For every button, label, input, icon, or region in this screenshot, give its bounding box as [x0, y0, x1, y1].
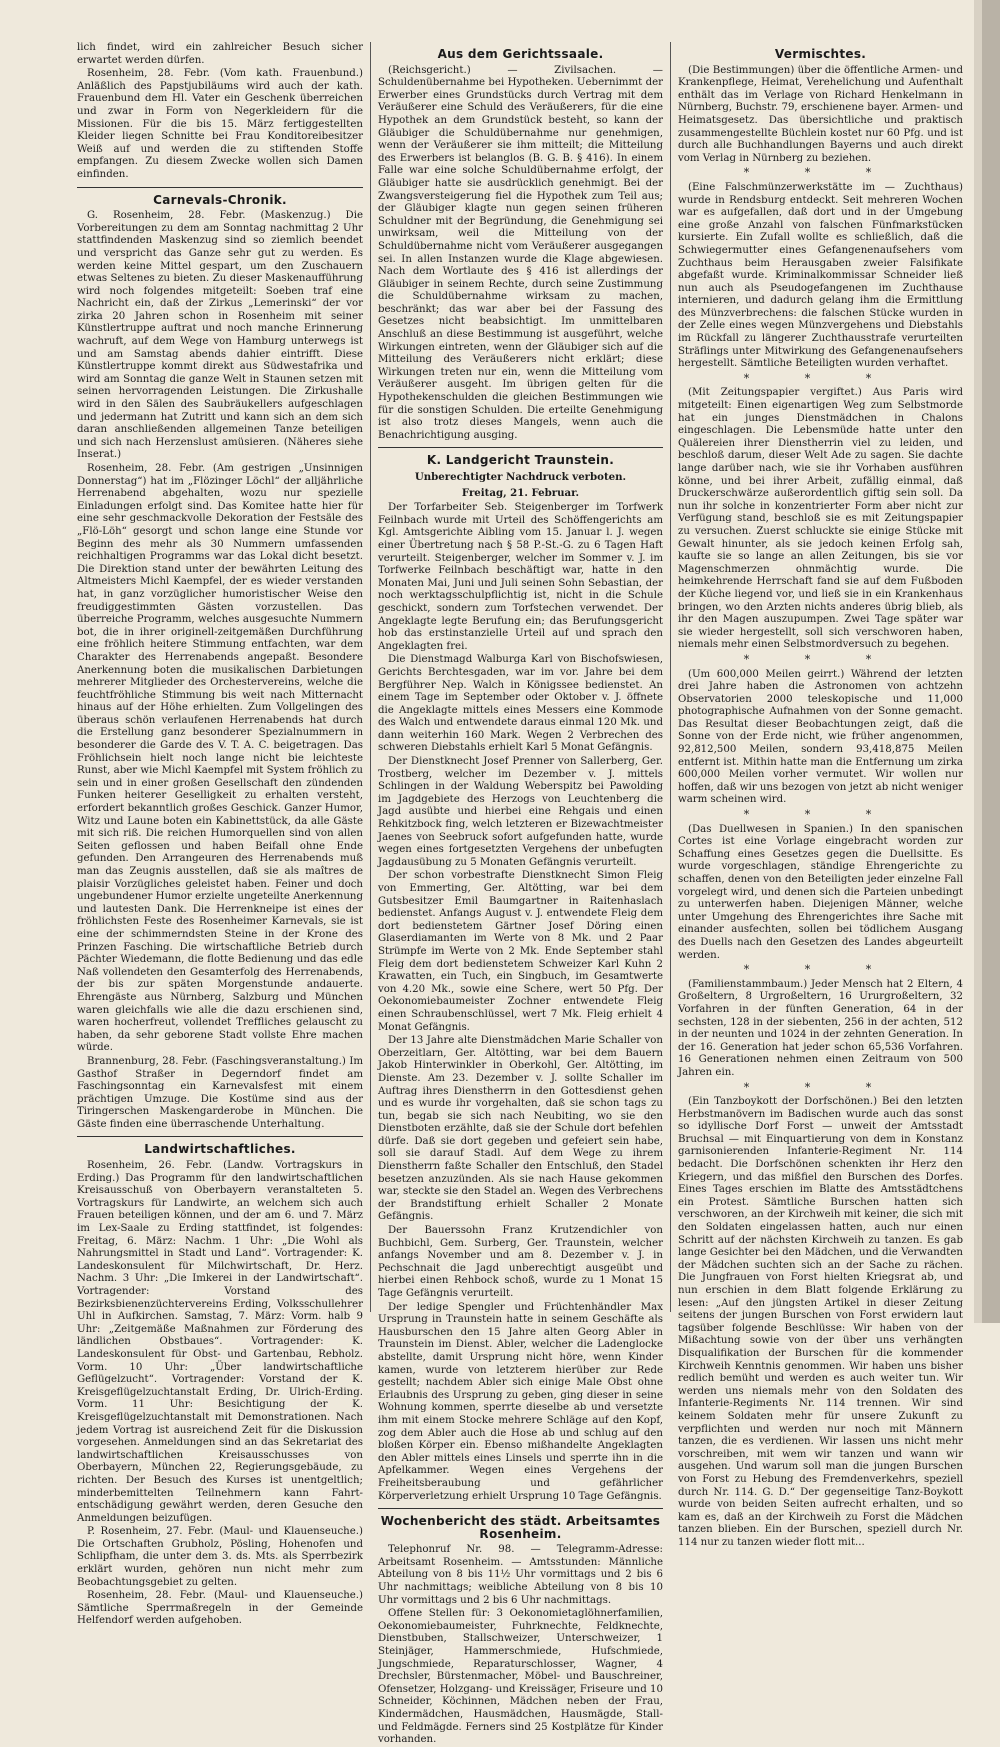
case-ursprung: Der ledige Spengler und Früchtenhändler Max Ursprung in Traunstein hatte in seinem Geschäfte als Hausburschen den 15 Jahre alten Georg Abler in Traunstein im Dienst. Abler, welcher die Ladenglocke abstellte, damit Ursprung nicht höre, wenn Kinder kamen, wurde von letzterem hierüber zur Rede gestellt; nachdem Abler sich einige Male Obst ohne Erlaubnis des Ursprung zu geben, ging dieser in seine Wohnung kommen, sperrte dieselbe ab und versetzte ihm mit einem Stocke mehrere Schläge auf den Kopf, zog dem Abler auch die Hose ab und schlug auf den bloßen Körper ein. Ebenso mißhandelte Angeklagten den Abler mittels eines Linsels und sperrte ihn in die Apfelkammer. Wegen eines Vergehens der Freiheitsberaubung und gefährlicher Körperverletzung erhielt Ursprung 10 Tage Gefängnis.	[378, 1301, 663, 1502]
session-date: Freitag, 21. Februar.	[461, 486, 580, 499]
intro-paragraph: lich findet, wird ein zahlreicher Besuch sicher erwartet werden dürfen.	[77, 42, 363, 66]
section-heading-landgericht: K. Landgericht Traunstein.	[426, 453, 615, 468]
case-prenner: Der Dienstknecht Josef Prenner von Sallerberg, Ger. Trostberg, welcher im Dezember v. J. mittels Schlingen in der Waldung Weberspitz bei Pawolding im Jagdgebiete des Herzogs von Leuchtenberg die Jagd ausübte und hierbei eine Rehgais und einen Rehkitzbock fing, welch letzteren er Bizewachtmeister Jaenes von Seebruck sofort aufgefunden hatte, wurde wegen eines fortgesetzten Vergehens der unbefugten Jagdausübung zu 5 Monaten Gefängnis verurteilt.	[378, 756, 663, 868]
article-maskenzug: G. Rosenheim, 28. Febr. (Maskenzug.) Die Vorbereitungen zu dem am Sonntag nachmittag 2 Uhr stattfindenden Maskenzug sind so ziemlich beendet und verspricht das Ganze sehr gut zu werden. Es werden keine Mittel gespart, um den Zuschauern etwas Seltenes zu bieten. Zu dieser Maskenaufführung wird noch folgendes mitgeteilt: Soeben traf eine Nachricht ein, daß der Zirkus „Lemerinski“ der vor zirka 20 Jahren schon in Rosenheim mit seiner Künstlertruppe auftrat und noch manche Erinnerung wachruft, auf dem Wege von Hamburg unterwegs ist und am Samstag abends dahier eintrifft. Diese Künstlertruppe kommt direkt aus Südwestafrika und wird am Sonntag die ganze Welt in Staunen setzen mit seinen hervorragenden Leistungen. Die Zirkushalle wird in den Sälen des Saubräukellers aufgeschlagen und jedermann hat Zutritt und kann sich an dem sich daran anschließenden allgemeinen Tanze beteiligen und sich nach Herzenslust amüsieren. (Näheres siehe Inserat.)	[77, 210, 363, 461]
page-edge-shadow	[974, 0, 982, 1323]
reprint-notice: Unberechtigter Nachdruck verboten.	[414, 471, 627, 483]
article-duellwesen: (Das Duellwesen in Spanien.) In den spanischen Cortes ist eine Vorlage eingebracht worden zur Schaffung eines Gesetzes gegen die Duellsitte. Es wurde vorgeschlagen, ständige Ehrengerichte zu schaffen, denen von den Beteiligten jeder einzelne Fall vorgelegt wird, und denen sich die Parteien unbedingt zu unterwerfen haben. Diejenigen Männer, welche unter Umgehung des Ehrengerichtes ihre Sache mit einander ausfechten, sollen bei tödlichem Ausgang des Duells nach den Gesetzen des Landes abgeurteilt werden.	[678, 823, 963, 961]
article-zeitungspapier: (Mit Zeitungspapier vergiftet.) Aus Paris wird mitgeteilt: Einen eigenartigen Weg zum Selbstmorde hat ein junges Dienstmädchen in Chalons eingeschlagen. Die Lebensmüde hatte unter den Quälereien ihrer Dienstherrin viel zu leiden, und beschloß darum, dieser Welt Ade zu sagen. Sie dachte lange darüber nach, wie sie ihr Vorhaben ausführen könne, und bei ihrer Arbeit, zufällig einmal, daß Druckerschwärze außerordentlich giftig sein soll. Da nun ihr solche in konzentrierter Form aber nicht zur Verfügung stand, beschloß sie es mit Zeitungspapier zu versuchen. Zuerst schluckte sie einige Stücke mit Gewalt hinunter, als sie jedoch keinen Erfolg sah, kaufte sie so lange an allen Zeitungen, bis sie vor Magenschmerzen ohnmächtig wurde. Die heimkehrende Herrschaft fand sie auf dem Fußboden der Küche liegend vor, und ließ sie in ein Krankenhaus bringen, wo den Arzten nichts anderes übrig blieb, als ihr den Magen auszupumpen. Zwei Tage später war sie wieder hergestellt, soll sich verschworen haben, niemals mehr einen Selbstmordversuch zu begehen.	[678, 387, 963, 651]
arbeitsamt-contact: Telephonruf Nr. 98. — Telegramm-Adresse: Arbeitsamt Rosenheim. — Amtsstunden: Männliche Abteilung von 8 bis 11½ Uhr vormittags und 2 bis 6 Uhr nachmittags; weibliche Abteilung von 8 bis 10 Uhr vormittags und 2 bis 6 Uhr nachmittags.	[378, 1544, 663, 1606]
case-fleig: Der schon vorbestrafte Dienstknecht Simon Fleig von Emmerting, Ger. Altötting, war bei dem Gutsbesitzer Emil Baumgartner in Raitenhaslach bedienstet. Anfangs August v. J. entwendete Fleig dem dort bedienstetem Gärtner Josef Döring einen Glaserdiamanten im Werte von 8 Mk. und 2 Paar Strümpfe im Werte von 2 Mk. Ende September stahl Fleig dem dort bedienstetem Schweizer Karl Kuhn 2 Krawatten, ein Tuch, ein Singbuch, im Gesamtwerte von 4.20 Mk., sowie eine Schere, wert 50 Pfg. Der Oekonomiebaumeister Zochner entwendete Fleig einen Schraubenschlüssel, wert 7 Mk. Fleig erhielt 4 Monat Gefängnis.	[378, 870, 663, 1033]
separator-stars: * * *	[743, 1080, 898, 1094]
separator-stars: * * *	[743, 808, 898, 822]
column-3	[670, 42, 970, 1548]
article-frauenbund: Rosenheim, 28. Febr. (Vom kath. Frauenbund.) Anläßlich des Papstjubiläums wird auch der kath. Frauenbund dem Hl. Vater ein Geschenk überreichen und zwar in Form von Negerkleidern für die Missionen. Für die bis 15. März fertiggestellten Kleider liegen Schnitte bei Frau Konditoreibesitzer Weiß auf und werden die zu stiftenden Stoffe empfangen. Zu diesem Zwecke wollen sich Damen einfinden.	[77, 68, 363, 180]
article-familienstammbaum: (Familienstammbaum.) Jeder Mensch hat 2 Eltern, 4 Großeltern, 8 Urgroßeltern, 16 Ururgroßeltern, 32 Vorfahren in der fünften Generation, 64 in der sechsten, 128 in der siebenten, 256 in der achten, 512 in der neunten und 1024 in der zehnten Generation. In der 16. Generation hat jeder schon 65,536 Vorfahren. 16 Generationen nehmen einen Zeitraum von 500 Jahren ein.	[678, 978, 963, 1078]
divider	[378, 1508, 663, 1509]
separator-stars: * * *	[743, 166, 898, 180]
case-steigenberger: Der Torfarbeiter Seb. Steigenberger im Torfwerk Feilnbach wurde mit Urteil des Schöffengerichts am Kgl. Amtsgerichte Aibling vom 15. Januar l. J. wegen einer Übertretung nach § 58 P.-St.-G. zu 6 Tagen Haft verurteilt. Steigenberger, welcher im Sommer v. J. im Torfwerke Feilnbach beschäftigt war, hatte in den Monaten Mai, Juni und Juli seinen Sohn Sebastian, der noch werktagsschulpflichtig ist, nicht in die Schule geschickt, sondern zum Torfstechen verwendet. Der Angeklagte legte Berufung ein; das Berufungsgericht hob das erstinstanzielle Urteil auf und sprach den Angeklagten frei.	[378, 502, 663, 652]
article-vortragskurs: Rosenheim, 26. Febr. (Landw. Vortragskurs in Erding.) Das Programm für den landwirtschaftlichen Kreisausschuß von Oberbayern veranstalteten 5. Vortragskurs für Landwirte, an welchem sich auch Frauen beteiligen können, und der am 6. und 7. März im Lex-Saale zu Erding stattfindet, ist folgendes: Freitag, 6. März: Nachm. 1 Uhr: „Die Wohl als Nahrungsmittel in Stadt und Land“. Vortragender: K. Landeskonsulent für Milchwirtschaft, Dr. Herz. Nachm. 3 Uhr: „Die Imkerei in der Landwirtschaft“. Vortragender: Vorstand des Bezirksbienenzüchtervereins Erding, Volksschullehrer Uhl in Aufkirchen. Samstag, 7. März: Vorm. halb 9 Uhr: „Zeitgemäße Maßnahmen zur Förderung des ländlichen Obstbaues“. Vortragender: K. Landeskonsulent für Obst- und Gartenbau, Rebholz. Vorm. 10 Uhr: „Über landwirtschaftliche Geflügelzucht“. Vortragender: Vorstand der K. Kreisgeflügelzuchtanstalt Erding, Dr. Ulrich-Erding. Vorm. 11 Uhr: Besichtigung der K. Kreisgeflügelzuchtanstalt mit Demonstrationen. Nach jedem Vortrag ist ausreichend Zeit für die Diskussion vorgesehen. Anmeldungen sind an das Sekretariat des landwirtschaftlichen Kreisausschusses von Oberbayern, München 22, Regierungsgebäude, zu richten. Der Besuch des Kurses ist unentgeltlich; minderbemittelten Teilnehmern kann Fahrt-entschädigung gewährt werden, deren Gesuche den Anmeldungen beizufügen.	[77, 1160, 363, 1524]
page-edge	[982, 0, 1000, 1323]
article-brannenburg: Brannenburg, 28. Febr. (Faschingsveranstaltung.) Im Gasthof Straßer in Degerndorf findet am Faschingsonntag ein Karnevalsfest mit einem prächtigen Umzuge. Die Kostüme sind aus der Tiringerschen Maskengarderobe in München. Die Gäste finden eine überraschende Unterhaltung.	[77, 1055, 363, 1130]
divider	[77, 187, 363, 188]
arbeitsamt-offene-stellen: Offene Stellen für: 3 Oekonomietaglöhnerfamilien, Oekonomiebaumeister, Fuhrknechte, Feldknechte, Dienstbuben, Stallschweizer, Unterschweizer, 1 Steinjäger, Hammerschmiede, Hufschmiede, Jungschmiede, Reparaturschlosser, Wagner, 4 Drechsler, Bürstenmacher, Möbel- und Bauschreiner, Ofensetzer, Holzgang- und Kreissäger, Friseure und 10 Schneider, Köchinnen, Mädchen neben der Frau, Kindermädchen, Hausmädchen, Hausmägde, Stall- und Feldmägde. Ferners sind 25 Kostplätze für Kinder vorhanden.	[378, 1608, 663, 1746]
article-bestimmungen: (Die Bestimmungen) über die öffentliche Armen- und Krankenpflege, Heimat, Verehelichung und Aufenthalt enthält das im Verlage von Richard Henkelmann in Nürnberg, Buchstr. 79, erschienene bayer. Armen- und Heimatsgesetz. Das übersichtliche und praktisch zusammengestellte Büchlein kostet nur 60 Pfg. und ist durch alle Buchhandlungen Bayerns und auch direkt vom Verlag in Nürnberg zu beziehen.	[678, 64, 963, 164]
article-floezinger: Rosenheim, 28. Febr. (Am gestrigen „Unsinnigen Donnerstag“) hat im „Flözinger Löchl“ der alljährliche Herrenabend abgehalten, wozu nur spezielle Einladungen erfolgt sind. Das Komitee hatte hier für eine sehr geschmackvolle Dekoration der Festsäle des „Flö-Löh“ gesorgt und schon lange eine Stunde vor Beginn des mehr als 30 Nummern umfassenden reichhaltigen Programms war das Lokal dicht besetzt. Die Direktion stand unter der bewährten Leitung des Altmeisters Michl Kaempfel, der es wieder verstanden hat, in ganz vorzüglicher humoristischer Weise den freudiggestimmten Gästen vorzustellen. Das überreiche Programm, welches ausgesuchte Nummern bot, die in ihrer originell-zeitgemäßen Durchführung eine fröhlich heitere Stimmung entfachten, war dem Charakter des Herrenabends angepaßt. Besondere Anerkennung boten die musikalischen Darbietungen mehrerer Mitglieder des Orchestervereins, welche die feuchtfröhliche Stimmung bis weit nach Mitternacht hinaus auf der Höhe erhielten. Zum Vollgelingen des überaus schön verlaufenen Herrenabends hat durch die Erstellung ganz besonderer Spezialnummern in besonderer die Garde des V. T. A. C. beigetragen. Das Fröhlichsein hielt noch lange nicht bie leichteste Runst, aber wie Michl Kaempfel mit System fröhlich zu sein und in einer großen Gesellschaft den zündenden Funken heiterer Geselligkeit zu erhalten versteht, erfordert bekanntlich großes Geschick. Ganzer Humor, Witz und Laune boten ein Kabinettstück, da alle Gäste mit sich riß. Die reichen Humorquellen sind von allen Seiten geflossen und haben Beifall ohne Ende gefunden. Den Arrangeuren des Herrenabends muß man das Zeugnis ausstellen, daß sie als maîtres de plaisir Vorzügliches geleistet haben. Feiner und doch ungebundener Humor erzielte ungeteilte Anerkennung und lautesten Dank. Die Herrenkneipe ist eines der fröhlichsten Feste des Rosenheimer Karnevals, sie ist eine der schimmerndsten Steine in der Krone des Prinzen Fasching. Die wirtschaftliche Betrieb durch Pächter Wiedemann, die flotte Bedienung und das edle Naß vollendeten den Gesamterfolg des Herrenabends, der bis zur späten Morgenstunde andauerte. Ehrengäste aus Nürnberg, Salzburg und München waren gleichfalls wie alle die dazu erschienen sind, waren hocherfreut, vollendet Treffliches gelauscht zu haben, da sehr geborene Stadt vollste Ehre machen würde.	[77, 463, 363, 1054]
column-2	[370, 42, 670, 1746]
divider	[77, 1136, 363, 1137]
article-tanzboykott: (Ein Tanzboykott der Dorfschönen.) Bei den letzten Herbstmanövern im Badischen wurde auch das sonst so idyllische Dorf Forst — unweit der Amtsstadt Bruchsal — mit Einquartierung von dem in Konstanz garnisonierenden Infanterie-Regiment Nr. 114 bedacht. Die Dorfschönen schenkten ihr Herz den Kriegern, und das mißfiel den Burschen des Dorfes. Eines Tages erschien im Blatte des Amtsstädtchens ein Protest. Sämtliche Burschen hatten sich verschworen, an der Kirchweih mit keiner, die sich mit den Soldaten eingelassen hatten, auch nur einen Schritt auf der nächsten Kirchweih zu tanzen. Es gab lange Gesichter bei den Mädchen, und die Verwandten der Mädchen suchten sich an der Sache zu rächen. Die Jungfrauen von Forst hielten Kriegsrat ab, und nun erschien in dem Blatt folgende Erklärung zu lesen: „Auf den jüngsten Artikel in dieser Zeitung seitens der jungen Burschen von Forst erwidern laut tagsüber folgende Beschlüsse: Wir haben von der Mißachtung sowie von der über uns verhängten Disqualifikation der Burschen für die kommender Kirchweih Kenntnis genommen. Wir haben uns bisher redlich bemüht und werden es auch weiter tun. Wir werden uns niemals mehr von den Soldaten des Infanterie-Regiments Nr. 114 trennen. Wir sind keinem Soldaten mehr für unsere Zukunft zu verpflichten und werden nur noch mit Männern tanzen, die es verdienen. Wir lassen uns nicht mehr vorschreiben, mit wem wir tanzen und wann wir ausgehen. Und warum soll man die jungen Burschen von Forst zu Hebung des Fremdenverkehrs, speziell durch Nr. 114. G. D.“ Der gegenseitige Tanz-Boykott wurde von beiden Seiten aufrecht erhalten, und so kam es, daß an der Kirchweih zu Forst die Mädchen tanzen blieben. Ein der Burschen, speziell durch Nr. 114 nur zu tanzen wieder flott mit...	[678, 1096, 963, 1548]
case-karl: Die Dienstmagd Walburga Karl von Bischofswiesen, Gerichts Berchtesgaden, war im vor. Jahre bei dem Bergführer Nep. Walch in Königssee bedienstet. An einem Tage im September oder Oktober v. J. öffnete die Angeklagte mittels eines Messers eine Kommode des Walch und entwendete daraus einmal 120 Mk. und dann weiterhin 160 Mark. Wegen 2 Verbrechen des schweren Diebstahls erhielt Karl 5 Monat Gefängnis.	[378, 654, 663, 754]
section-heading-gericht: Aus dem Gerichtssaale.	[437, 47, 604, 61]
case-krutzendichler: Der Bauerssohn Franz Krutzendichler von Buchbichl, Gem. Surberg, Ger. Traunstein, welcher anfangs November und am 8. Dezember v. J. in Pechschnait die Jagd unberechtigt ausgeübt und hierbei einen Rehbock schoß, wurde zu 1 Monat 15 Tage Gefängnis verurteilt.	[378, 1225, 663, 1299]
article-reichsgericht: (Reichsgericht.) — Zivilsachen. — Schuldenübernahme bei Hypotheken. Uebernimmt der Erwerber eines Grundstücks durch Vertrag mit dem Veräußerer eine Schuld des Veräußerers, für die eine Hypothek an dem Grundstück besteht, so kann der Gläubiger die Schuldübernahme nur genehmigen, wenn der Veräußerer sie ihm mitteilt; die Mitteilung des Erwerbers ist belanglos (B. G. B. § 416). In einem Falle war eine solche Schuldübernahme erfolgt, der Gläubiger hatte sie ausdrücklich genehmigt. Bei der Zwangsversteigerung fiel die Hypothek zum Teil aus; der Gläubiger klagte nun gegen seinen früheren Schuldner mit der Begründung, die Genehmigung sei unwirksam, weil die Mitteilung von der Schuldübernahme nicht vom Veräußerer ausgegangen sei. In allen Instanzen wurde die Klage abgewiesen. Nach dem Wortlaute des § 416 ist allerdings der Gläubiger in seinem Rechte, durch seine Zustimmung die Schuldübernahme wirksam zu machen, beschränkt; das war aber bei der Fassung des Gesetzes nicht beabsichtigt. Im unmittelbaren Anschluß an diese Bestimmung ist ausgeführt, welche Wirkungen eintreten, wenn der Gläubiger sich auf die Mitteilung des Veräußerers nicht erklärt; diese Wirkungen treten nur ein, wenn die Mitteilung vom Veräußerer ausgeht. Im übrigen gelten für die Hypothekenschulden die gleichen Bestimmungen wie für die sonstigen Schulden. Die erteilte Genehmigung ist also trotz dieses Mangels, wenn auch die Benachrichtigung ausging.	[378, 64, 663, 441]
article-falschmuenzer: (Eine Falschmünzerwerkstätte im — Zuchthaus) wurde in Rendsburg entdeckt. Seit mehreren Wochen war es aufgefallen, daß dort und in der Umgebung eine große Anzahl von falschen Fünfmarkstücken kursierte. Ein Zufall wollte es schließlich, daß die Schwiegermutter eines Gefangenenaufsehers vom Zuchthaus beim Herausgaben zweier Falsifikate abgefaßt wurde. Kriminalkommissar Schneider ließ nun auch als Pseudogefangenen im Zuchthause internieren, und dadurch gelang ihm die Ermittlung des Münzverbrechens: die falschen Stücke wurden in der Zelle eines wegen Münzvergehens und Diebstahls im Rückfall zu längerer Zuchthausstrafe verurteilten Sträflings unter Mitwirkung des Gefangenenaufsehers hergestellt. Sämtliche Beteiligten wurden verhaftet.	[678, 181, 963, 370]
separator-stars: * * *	[743, 652, 898, 666]
separator-stars: * * *	[743, 963, 898, 977]
section-heading-vermischtes: Vermischtes.	[774, 47, 867, 61]
section-heading-landwirtschaft: Landwirtschaftliches.	[144, 1142, 296, 1157]
case-schaller: Der 13 Jahre alte Dienstmädchen Marie Schaller von Oberzeitlarn, Ger. Altötting, war bei dem Bauern Jakob Hinterwinkler in Oberkohl, Ger. Altötting, im Dienste. Am 23. Dezember v. J. sollte Schaller im Auftrag ihres Dienstherrn in den Gottesdienst gehen und es wurde ihr vorgehalten, daß sie schon tags zu tun, begab sie sich nach Neubiting, wo sie den Dienstboten erzählte, daß sie der Schule dort befehlen dürfe. Daß sie dort gegeben und gefeiert sein habe, soll sie darauf Stadl. Auf dem Wege zu ihrem Dienstherrn faßte Schaller den Entschluß, den Stadel besetzen anzuzünden. Als sie nach Hause gekommen war, steckte sie den Stadel an. Wegen des Verbrechens der Brandstiftung erhielt Schaller 2 Monate Gefängnis.	[378, 1035, 663, 1223]
section-heading-arbeitsamt: Wochenbericht des städt. Arbeitsamtes Rosenheim.	[380, 1514, 661, 1541]
article-maul-klauen-2: Rosenheim, 28. Febr. (Maul- und Klauenseuche.) Sämtliche Sperrmaßregeln in der Gemeinde Helfendorf werden aufgehoben.	[77, 1590, 363, 1627]
divider	[378, 447, 663, 448]
separator-stars: * * *	[743, 371, 898, 385]
article-maul-klauen-1: P. Rosenheim, 27. Febr. (Maul- und Klauenseuche.) Die Ortschaften Grubholz, Pösling, Hohenofen und Schlipfham, die unter dem 3. ds. Mts. als Sperrbezirk erklärt wurden, gehören nun nicht mehr zum Beobachtungsgebiet zu gelten.	[77, 1526, 363, 1588]
newspaper-page	[70, 42, 970, 1746]
column-1	[70, 42, 370, 1627]
article-meilen: (Um 600,000 Meilen geirrt.) Während der letzten drei Jahre haben die Astronomen von achtzehn Observatorien 2000 teleskopische und 11,000 photographische Aufnahmen von der Sonne gemacht. Das Resultat dieser Beobachtungen zeigt, daß die Sonne von der Erde nicht, wie früher angenommen, 92,812,500 Meilen, sondern 93,418,875 Meilen entfernt ist. Mithin hatte man die Entfernung um zirka 600,000 Meilen vorher vermutet. Wir wollen nur hoffen, daß wir uns bezogen von jetzt ab nicht weniger warm scheinen wird.	[678, 668, 963, 806]
section-heading-carneval: Carnevals-Chronik.	[153, 192, 287, 207]
